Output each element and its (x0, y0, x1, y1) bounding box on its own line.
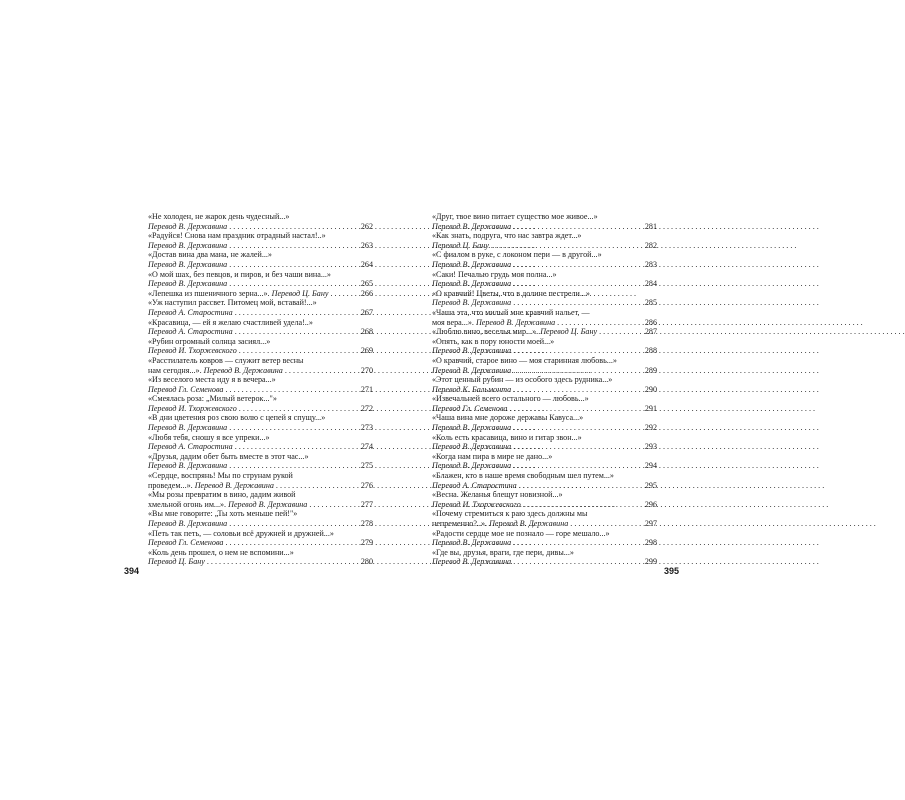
entry-title: «Опять, как в пору юности моей...» (432, 336, 555, 346)
entry-title: «Сердце, воспрянь! Мы по струнам рукой (148, 471, 293, 481)
entry-title: «Друг, твое вино питает существо мое живое...» (432, 212, 598, 221)
entry-page-number: 296 (644, 499, 657, 509)
entry-title: «Вы мне говорите: „Ты хоть меньше пей!"» (148, 509, 298, 519)
leader-dots (513, 385, 641, 395)
entry-page-number: 273 (360, 423, 373, 433)
entry-title: «Не холоден, не жарок день чудесный...» (148, 212, 290, 221)
leader-dots (513, 366, 641, 376)
entry-page-number: 269 (360, 346, 373, 356)
toc-entry (148, 509, 373, 528)
entry-page-number: 286 (644, 317, 657, 327)
entry-page-number: 295 (644, 480, 657, 490)
entry-page-number: 262 (360, 221, 373, 231)
toc-entry (432, 413, 657, 432)
entry-title: «Мы розы превратим в вино, дадим живой (148, 490, 296, 500)
toc-entry (432, 337, 657, 356)
entry-credit: Перевод И. Тхоржевского (148, 403, 237, 413)
entry-title: «Саки! Печалью грудь моя полна...» (432, 269, 557, 279)
entry-title: «Рубин огромный солнца засиял...» (148, 336, 271, 346)
entry-page-number: 297 (644, 519, 657, 528)
entry-credit: Перевод В. Державина (148, 259, 228, 269)
entry-title: «Почему стремиться к раю здесь должны мы (432, 509, 588, 519)
entry-page-number: 268 (360, 327, 373, 337)
toc-entry (432, 270, 657, 289)
toc-entry (148, 337, 373, 356)
entry-credit: Перевод А. Старостина (148, 442, 233, 452)
entry-title: «Люблю вино, веселья мир...». Перевод Ц. Бану (432, 327, 598, 337)
entry-page-number: 275 (360, 461, 373, 471)
leader-dots (229, 222, 357, 232)
toc-left-column (148, 212, 373, 567)
entry-credit: Перевод В. Державина (432, 298, 512, 308)
entry-title: «Достав вина два мана, не жалей...» (148, 250, 272, 260)
entry-credit: Перевод В. Державина (432, 346, 512, 356)
leader-dots (513, 423, 641, 433)
entry-title: «Чаша эта, что милый мне кравчий нальет, — (432, 307, 590, 317)
leader-dots (229, 461, 357, 471)
leader-dots (229, 260, 357, 270)
entry-page-number: 279 (360, 538, 373, 548)
entry-title: «Радуйся! Снова нам праздник отрадный настал!..» (148, 231, 326, 241)
entry-credit: Перевод В. Державина (432, 365, 512, 375)
leader-dots (235, 308, 357, 318)
toc-entry (432, 250, 657, 269)
entry-title: «Коль есть красавица, вино и гитар звон...» (432, 432, 582, 442)
entry-page-number: 291 (644, 403, 657, 413)
leader-dots (513, 279, 641, 289)
toc-entry (432, 548, 657, 567)
leader-dots (235, 327, 357, 337)
entry-page-number: 285 (644, 298, 657, 308)
toc-entry (148, 298, 373, 317)
toc-entry (432, 509, 657, 528)
toc-entry (432, 452, 657, 471)
toc-entry (148, 433, 373, 452)
toc-entry (148, 356, 373, 375)
entry-title: «Уж наступил рассвет. Питомец мой, вставай!...» (148, 298, 317, 308)
entry-credit: нам сегодня...». Перевод В. Державина (148, 365, 283, 375)
toc-entry (148, 413, 373, 432)
entry-title: «Когда нам пира в мире не дано...» (432, 451, 553, 461)
toc-right-column (432, 212, 657, 567)
entry-credit: Перевод Ц. Бану (432, 240, 489, 250)
entry-credit: Перевод В. Державина (432, 279, 512, 289)
toc-entry (148, 529, 373, 548)
entry-credit: Перевод А. Старостина (432, 480, 517, 490)
leader-dots (513, 346, 641, 356)
toc-entry (432, 231, 657, 250)
toc-entry (432, 375, 657, 394)
leader-dots (330, 289, 357, 299)
toc-entry (148, 270, 373, 289)
leader-dots (599, 327, 641, 337)
entry-credit: Перевод Гл. Семенова (148, 538, 224, 548)
leader-dots (513, 538, 641, 548)
leader-dots (207, 557, 357, 567)
toc-entry (432, 433, 657, 452)
entry-title: «Смеялась роза: „Милый ветерок..."» (148, 394, 277, 404)
entry-title: «Радости сердце мое не познало — горе мешало...» (432, 528, 610, 538)
entry-credit: Перевод В. Державина (432, 423, 512, 433)
entry-credit: Перевод В. Державина (432, 461, 512, 471)
entry-page-number: 283 (644, 259, 657, 269)
leader-dots (491, 241, 641, 251)
leader-dots (513, 260, 641, 270)
leader-dots (513, 222, 641, 232)
toc-entry (432, 356, 657, 375)
leader-dots (570, 519, 641, 529)
entry-credit: Перевод В. Державина (432, 557, 512, 567)
leader-dots (239, 346, 357, 356)
entry-credit: Перевод В. Державина (432, 538, 512, 548)
toc-entry (432, 394, 657, 413)
entry-page-number: 281 (644, 221, 657, 231)
toc-entry (432, 471, 657, 490)
entry-credit: Перевод В. Державина (148, 461, 228, 471)
entry-title: «Из веселого места иду я в вечера...» (148, 375, 276, 385)
entry-title: «Любя тебя, сношу я все упреки...» (148, 432, 270, 442)
entry-page-number: 282 (644, 240, 657, 250)
entry-credit: Перевод Гл. Семенова (148, 384, 224, 394)
entry-credit: Перевод В. Державина (148, 423, 228, 433)
entry-title: «Весна. Желанья блещут новизной...» (432, 490, 563, 500)
toc-entry (148, 212, 373, 231)
entry-credit: Перевод К. Бальмонта (432, 384, 512, 394)
leader-dots (519, 481, 641, 491)
toc-entry (148, 548, 373, 567)
toc-entry (148, 289, 373, 299)
entry-credit: Перевод И. Тхоржевского (148, 346, 237, 356)
toc-entry (432, 529, 657, 548)
entry-credit: Перевод В. Державина (148, 240, 228, 250)
toc-entry (148, 231, 373, 250)
leader-dots (509, 404, 641, 414)
entry-page-number: 298 (644, 538, 657, 548)
entry-credit: Перевод Ц. Бану (148, 557, 205, 567)
entry-page-number: 290 (644, 384, 657, 394)
entry-page-number: 287 (644, 327, 657, 337)
entry-credit: Перевод А. Старостина (148, 327, 233, 337)
entry-title: «Этот ценный рубин — из особого здесь рудника...» (432, 375, 613, 385)
toc-entry (148, 318, 373, 337)
entry-title: «Чаша вина мне дороже державы Кавуса...» (432, 413, 584, 423)
entry-page-number: 289 (644, 365, 657, 375)
leader-dots (557, 318, 641, 328)
leader-dots (229, 423, 357, 433)
entry-page-number: 274 (360, 442, 373, 452)
page-number-right: 395 (664, 566, 680, 576)
entry-title: «Красавица, — ей я желаю счастливей удела!..» (148, 317, 313, 327)
entry-page-number: 276 (360, 480, 373, 490)
page-number-left: 394 (124, 566, 140, 576)
leader-dots (229, 519, 357, 529)
toc-entry (148, 375, 373, 394)
entry-page-number: 272 (360, 403, 373, 413)
entry-credit: Перевод В. Державина (148, 519, 228, 528)
entry-title: «Лепешка из пшеничного зерна...». Перевод Ц. Бану (148, 288, 329, 298)
entry-title: «Коль день прошел, о нем не вспомини...» (148, 547, 294, 557)
entry-page-number: 278 (360, 519, 373, 528)
entry-page-number: 277 (360, 499, 373, 509)
entry-title: «Петь так петь, — соловьи всё дружней и дружней...» (148, 528, 334, 538)
leader-dots (523, 500, 641, 510)
entry-title: «Извечальней всего остального — любовь...» (432, 394, 589, 404)
entry-title: «Расстилатель ковров — служит ветер весны (148, 355, 304, 365)
entry-credit: Перевод В. Державина (148, 279, 228, 289)
leader-dots (225, 385, 357, 395)
toc-entry (432, 212, 657, 231)
entry-page-number: 284 (644, 279, 657, 289)
leader-dots (239, 404, 357, 414)
entry-title: «Как знать, подруга, что нас завтра ждет...» (432, 231, 582, 241)
entry-page-number: 288 (644, 346, 657, 356)
toc-entry (432, 308, 657, 327)
entry-page-number: 265 (360, 279, 373, 289)
entry-page-number: 270 (360, 365, 373, 375)
leader-dots (309, 500, 357, 510)
toc-entry (148, 394, 373, 413)
leader-dots (513, 442, 641, 452)
entry-title: «Блажен, кто в наше время свободным шел путем...» (432, 471, 614, 481)
entry-title: «С фиалом в руке, с локоном пери — в другой...» (432, 250, 602, 260)
entry-title: «О мой шах, без певцов, и пиров, и без чаши вина...» (148, 269, 331, 279)
toc-entry (148, 250, 373, 269)
entry-page-number: 293 (644, 442, 657, 452)
entry-credit: Перевод В. Державина (432, 442, 512, 452)
leader-dots (229, 241, 357, 251)
entry-title: «О кравчий! Цветы, что в долине пестрели...» (432, 288, 590, 298)
entry-page-number: 263 (360, 240, 373, 250)
entry-page-number: 271 (360, 384, 373, 394)
entry-page-number: 264 (360, 259, 373, 269)
entry-page-number: 280 (360, 557, 373, 567)
entry-credit: Перевод А. Старостина (148, 307, 233, 317)
leader-dots (229, 279, 357, 289)
leader-dots (513, 557, 641, 567)
leader-dots (513, 461, 641, 471)
entry-title: «Друзья, дадим обет быть вместе в этот час...» (148, 451, 309, 461)
entry-title: «О кравчий, старое вино — моя старинная любовь...» (432, 355, 617, 365)
entry-page-number: 294 (644, 461, 657, 471)
leader-dots (513, 298, 641, 308)
entry-page-number: 299 (644, 557, 657, 567)
entry-title: «В дни цветения роз свою волю с цепей я спущу...» (148, 413, 326, 423)
leader-dots (276, 481, 357, 491)
leader-dots (285, 366, 357, 376)
entry-credit: Перевод И. Тхоржевского (432, 499, 521, 509)
entry-page-number: 266 (360, 288, 373, 298)
entry-page-number: 292 (644, 423, 657, 433)
entry-credit: Перевод Гл. Семенова (432, 403, 508, 413)
toc-entry (148, 471, 373, 490)
entry-credit: хмельной огонь им...». Перевод В. Державина (148, 499, 308, 509)
entry-credit: Перевод В. Державина (432, 221, 512, 231)
entry-credit: проведем...». Перевод В. Державина (148, 480, 274, 490)
entry-credit: Перевод В. Державина (432, 259, 512, 269)
leader-dots (225, 538, 357, 548)
entry-title: «Где вы, друзья, враги, где пери, дивы...» (432, 547, 574, 557)
entry-credit: Перевод В. Державина (148, 221, 228, 231)
toc-entry (432, 490, 657, 509)
entry-credit: моя вера...». Перевод В. Державина (432, 317, 556, 327)
entry-page-number: 267 (360, 307, 373, 317)
leader-dots (235, 442, 357, 452)
entry-credit: непременно?..». Перевод В. Державина (432, 519, 569, 528)
toc-entry (432, 289, 657, 308)
toc-entry (148, 490, 373, 509)
toc-entry (432, 327, 657, 337)
toc-entry (148, 452, 373, 471)
